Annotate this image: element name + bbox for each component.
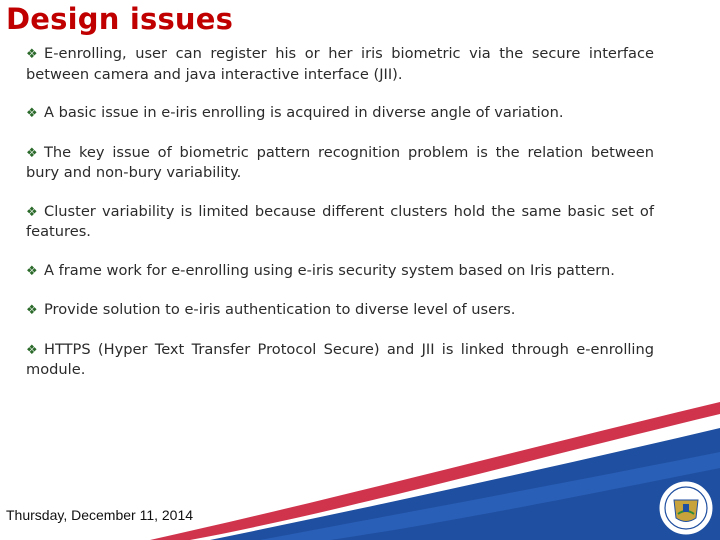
bullet-text: The key issue of biometric pattern recognition problem is the relation between bury and non-bury variability. bbox=[26, 143, 654, 181]
bullet-text: Provide solution to e-iris authentication to diverse level of users. bbox=[44, 301, 516, 318]
bullet-item bbox=[26, 300, 654, 321]
bullet-text: HTTPS (Hyper Text Transfer Protocol Secure) and JII is linked through e-enrolling module. bbox=[26, 340, 654, 378]
diamond-bullet-icon: ❖ bbox=[26, 342, 38, 358]
bullet-text: A frame work for e-enrolling using e-iris security system based on Iris pattern. bbox=[44, 261, 615, 279]
bullet-item bbox=[26, 44, 654, 84]
diamond-bullet-icon: ❖ bbox=[26, 145, 38, 161]
bullet-text: E-enrolling, user can register his or her iris biometric via the secure interface between camera and java interactive interface (JII). bbox=[26, 45, 654, 83]
slide-title: Design issues bbox=[6, 2, 234, 36]
bullet-text: Cluster variability is limited because different clusters hold the same basic set of features. bbox=[26, 202, 654, 240]
diamond-bullet-icon: ❖ bbox=[26, 106, 38, 121]
bullet-item bbox=[26, 340, 654, 380]
bullet-item bbox=[26, 261, 654, 282]
university-seal-icon bbox=[656, 478, 716, 538]
footer-date: Thursday, December 11, 2014 bbox=[6, 507, 194, 523]
diamond-bullet-icon: ❖ bbox=[26, 263, 38, 279]
bullet-text: A basic issue in e-iris enrolling is acquired in diverse angle of variation. bbox=[44, 104, 564, 121]
diamond-bullet-icon: ❖ bbox=[26, 204, 38, 220]
bullet-item bbox=[26, 103, 654, 124]
diamond-bullet-icon: ❖ bbox=[26, 303, 38, 318]
bullet-item bbox=[26, 143, 654, 183]
bullet-item bbox=[26, 202, 654, 242]
diamond-bullet-icon: ❖ bbox=[26, 47, 38, 62]
bullet-list bbox=[26, 44, 654, 399]
